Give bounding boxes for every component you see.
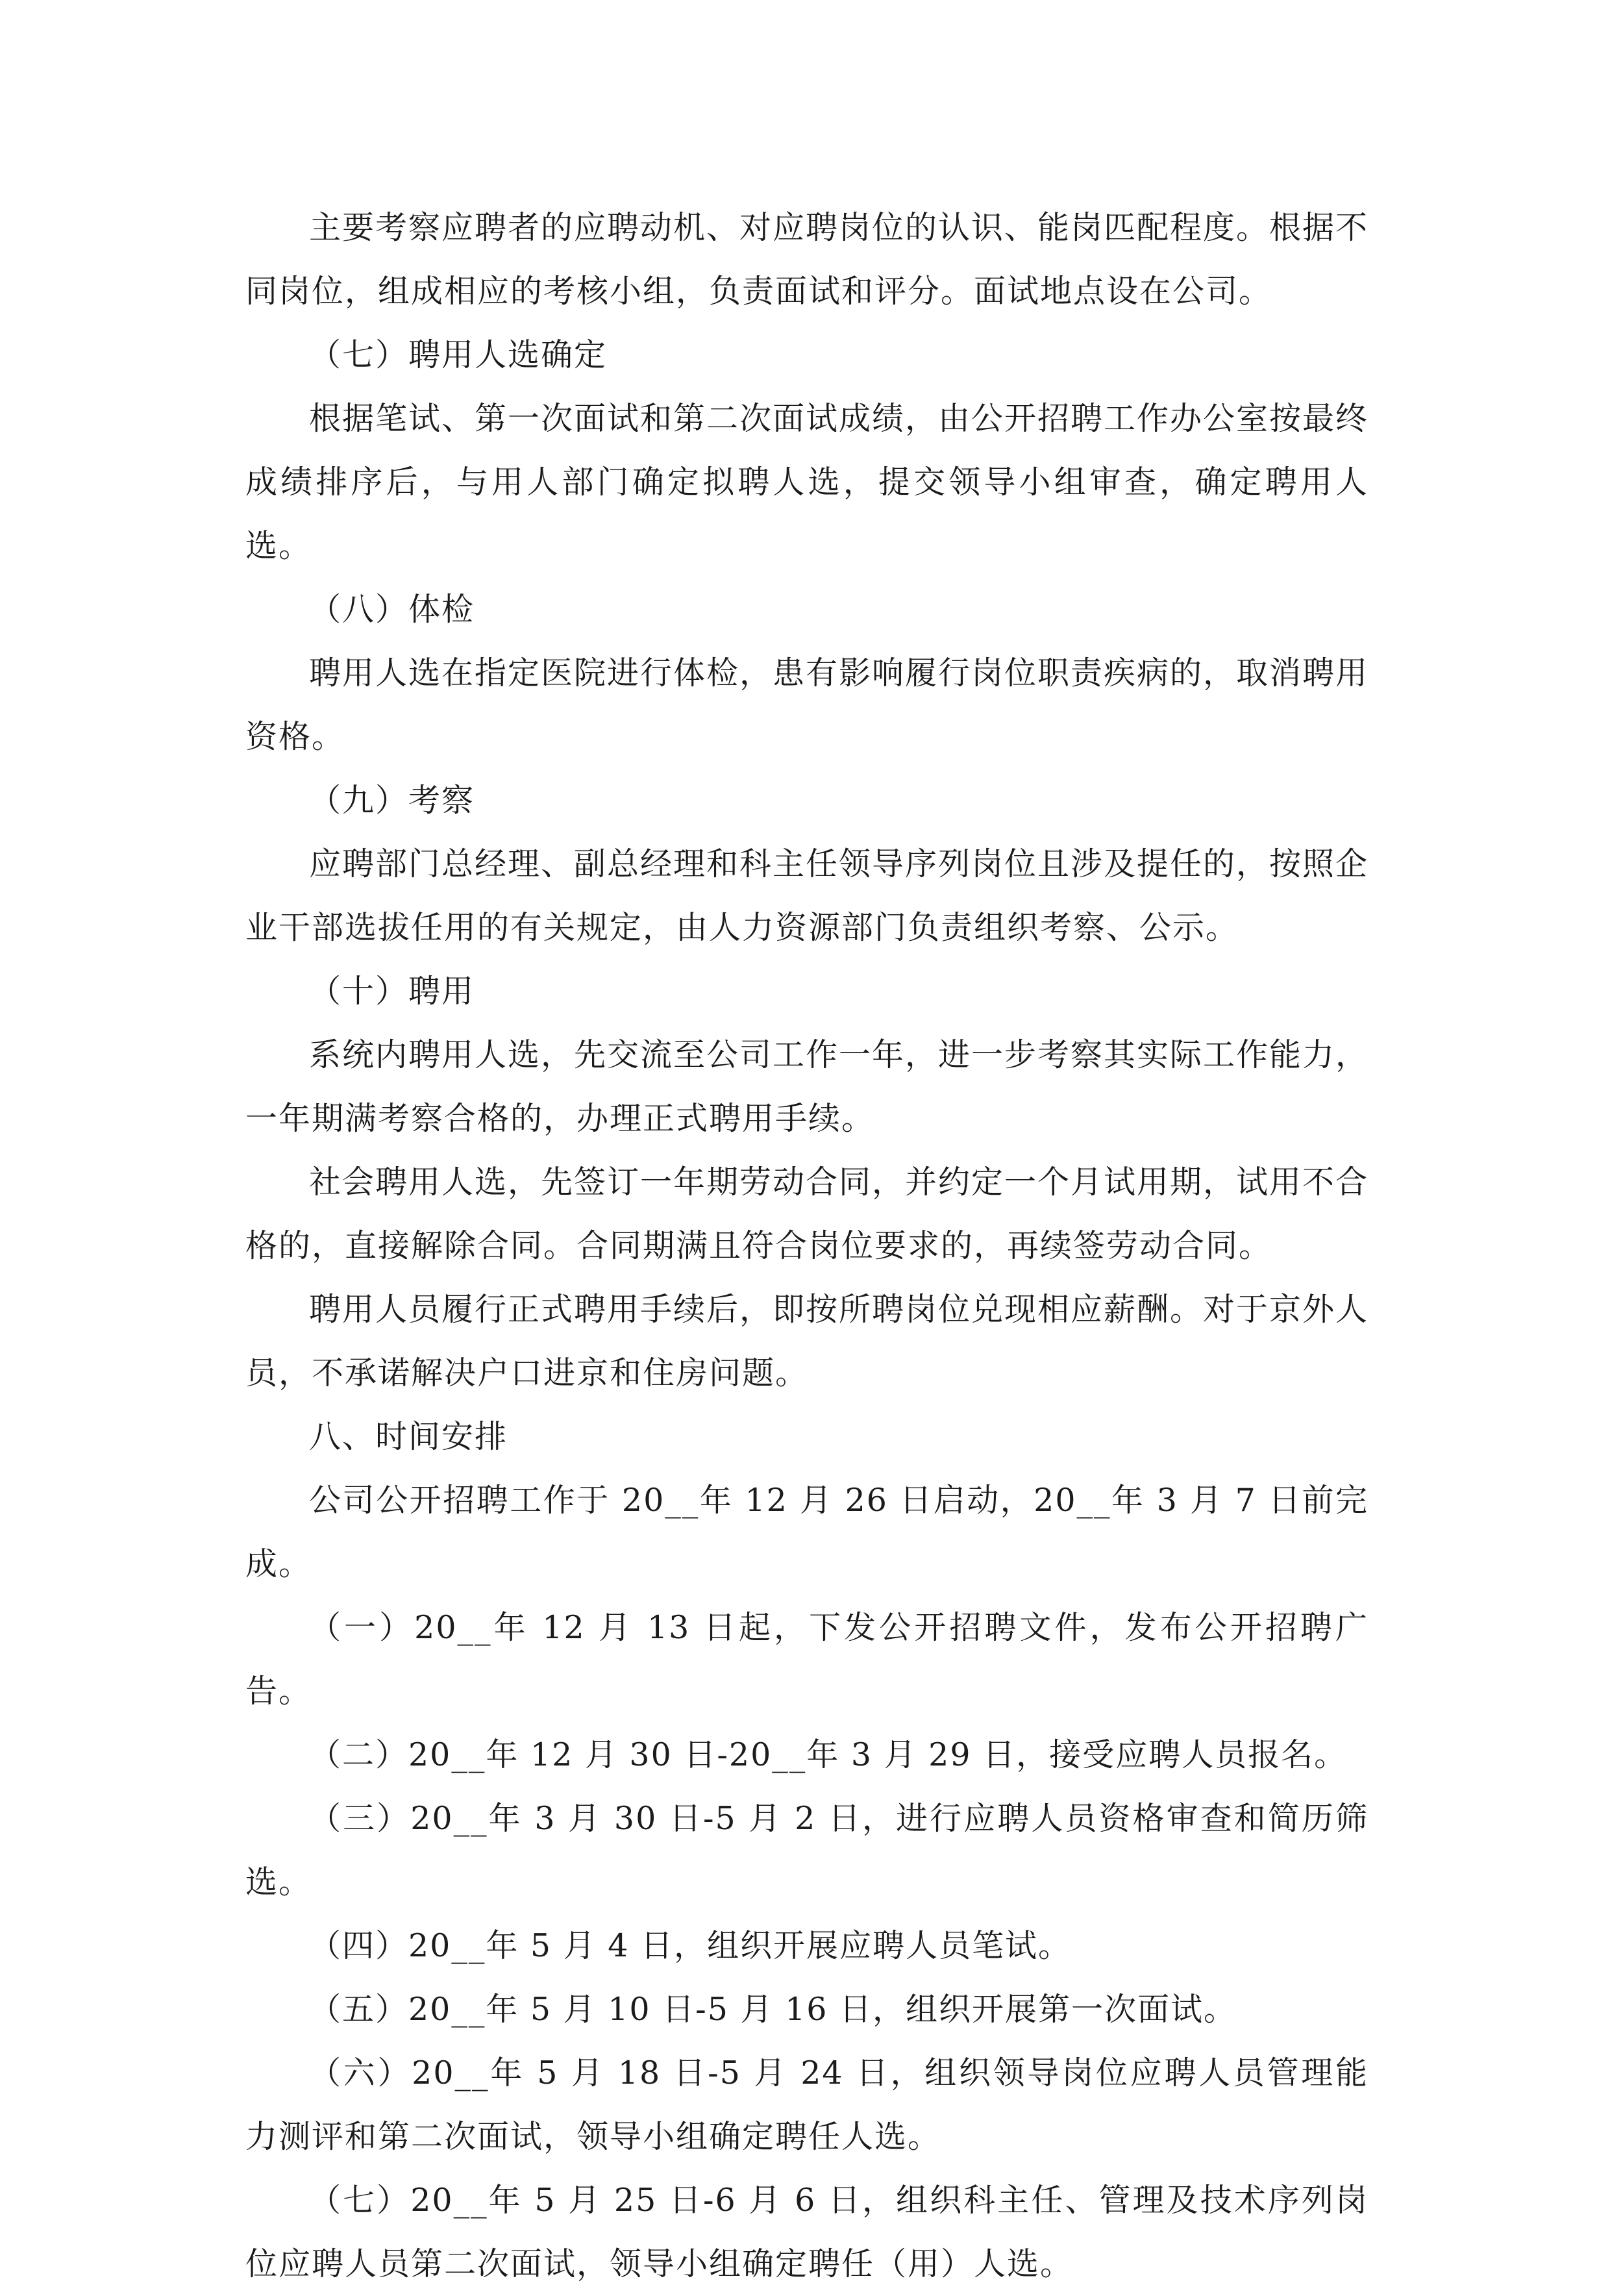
paragraph-hire-selection: 根据笔试、第一次面试和第二次面试成绩，由公开招聘工作办公室按最终成绩排序后，与用人部门确定拟聘人选，提交领导小组审查，确定聘用人选。 xyxy=(245,400,1369,564)
heading-medical-exam: （八）体检 xyxy=(309,591,475,628)
schedule-item-2: （二）20__年 12 月 30 日-20__年 3 月 29 日，接受应聘人员报名。 xyxy=(309,1736,1348,1773)
paragraph-medical-exam: 聘用人选在指定医院进行体检，患有影响履行岗位职责疾病的，取消聘用资格。 xyxy=(245,655,1369,755)
heading-inspection: （九）考察 xyxy=(309,782,475,819)
schedule-item-6: （六）20__年 5 月 18 日-5 月 24 日，组织领导岗位应聘人员管理能力测评和第二次面试，领导小组确定聘任人选。 xyxy=(245,2054,1368,2155)
schedule-item-3: （三）20__年 3 月 30 日-5 月 2 日，进行应聘人员资格审查和简历筛选。 xyxy=(245,1800,1368,1901)
schedule-item-7: （七）20__年 5 月 25 日-6 月 6 日，组织科主任、管理及技术序列岗位应聘人员第二次面试，领导小组确定聘任（用）人选。 xyxy=(245,2182,1368,2282)
schedule-item-1: （一）20__年 12 月 13 日起，下发公开招聘文件，发布公开招聘广告。 xyxy=(245,1609,1368,1710)
schedule-item-4: （四）20__年 5 月 4 日，组织开展应聘人员笔试。 xyxy=(309,1927,1072,1964)
paragraph-inspection: 应聘部门总经理、副总经理和科主任领导序列岗位且涉及提任的，按照企业干部选拔任用的有关规定，由人力资源部门负责组织考察、公示。 xyxy=(245,845,1369,946)
heading-employment: （十）聘用 xyxy=(309,973,475,1010)
schedule-item-5: （五）20__年 5 月 10 日-5 月 16 日，组织开展第一次面试。 xyxy=(309,1991,1237,2028)
paragraph-compensation: 聘用人员履行正式聘用手续后，即按所聘岗位兑现相应薪酬。对于京外人员，不承诺解决户口进京和住房问题。 xyxy=(245,1291,1369,1391)
paragraph-schedule-overview: 公司公开招聘工作于 20__年 12 月 26 日启动，20__年 3 月 7 日前完成。 xyxy=(245,1482,1368,1582)
document-body xyxy=(245,196,1368,2296)
heading-schedule: 八、时间安排 xyxy=(309,1418,508,1455)
heading-hire-selection: （七）聘用人选确定 xyxy=(309,336,608,373)
paragraph-interview-focus: 主要考察应聘者的应聘动机、对应聘岗位的认识、能岗匹配程度。根据不同岗位，组成相应的考核小组，负责面试和评分。面试地点设在公司。 xyxy=(245,209,1369,310)
paragraph-external-hires: 社会聘用人选，先签订一年期劳动合同，并约定一个月试用期，试用不合格的，直接解除合同。合同期满且符合岗位要求的，再续签劳动合同。 xyxy=(245,1164,1369,1264)
paragraph-internal-hires: 系统内聘用人选，先交流至公司工作一年，进一步考察其实际工作能力，一年期满考察合格的，办理正式聘用手续。 xyxy=(245,1036,1369,1137)
